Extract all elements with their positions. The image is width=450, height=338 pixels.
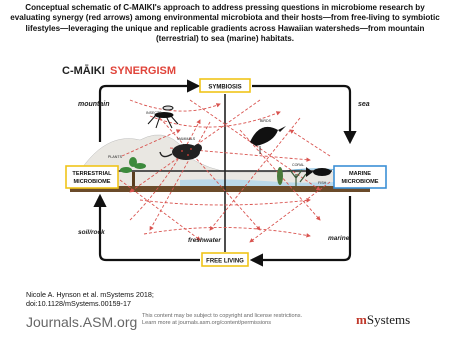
- citation-authors: Nicole A. Hynson et al. mSystems 2018;: [26, 290, 154, 299]
- marine-microbiome-box: [334, 166, 386, 188]
- outer-cycle-arrow-left-bottom: [100, 196, 200, 260]
- label-coral: CORAL: [292, 163, 305, 167]
- terrestrial-box-line2: MICROBIOME: [73, 179, 111, 185]
- copyright-notice: [142, 313, 302, 327]
- label-marine: marine: [328, 235, 350, 242]
- label-soil: soil/rock: [78, 229, 105, 236]
- outer-cycle-arrow-right-bottom: [252, 196, 350, 260]
- terrestrial-box-line1: TERRESTRIAL: [72, 171, 112, 177]
- seaweed-icon: [277, 167, 283, 185]
- synergy-arrow: [130, 100, 220, 111]
- terrestrial-microbiome-box: [66, 166, 118, 188]
- label-mountain: mountain: [78, 101, 110, 108]
- msystems-logo-m: m: [356, 312, 367, 327]
- label-birds: BIRDS: [260, 119, 271, 123]
- copyright-line: This content may be subject to copyright and license restrictions.: [142, 313, 303, 319]
- citation-doi[interactable]: doi:10.1128/mSystems.00159-17: [26, 298, 131, 308]
- symbiosis-box: [200, 79, 250, 92]
- label-insects: INSECTS: [146, 111, 162, 115]
- diagram-title-prefix: C-MĀIKI: [62, 65, 105, 77]
- msystems-logo-text: Systems: [366, 312, 411, 327]
- synergy-arrow: [290, 130, 330, 156]
- label-fish: FISH: [318, 181, 327, 185]
- label-sea: sea: [358, 101, 370, 108]
- label-freshwater: freshwater: [188, 237, 221, 244]
- permissions-link[interactable]: Learn more at journals.asm.org/content/permissions: [142, 320, 272, 327]
- figure-caption: Conceptual schematic of C-MAIKI's approach to address pressing questions in microbiome research by evaluating synergy (red arrows) among environmental microbiota and their hosts—from free-living to symbiotic lifestyles—leveraging the unique and replicable gradients across Hawaiian watersheds—from mountain (terrestrial) to sea (marine) habitats.: [10, 3, 440, 44]
- free-living-box: [202, 253, 248, 266]
- msystems-logo[interactable]: [356, 312, 410, 328]
- journals-asm-logo[interactable]: Journals.ASM.org: [26, 314, 138, 330]
- diagram-title-highlight: SYNERGISM: [110, 65, 177, 77]
- free-living-box-label: FREE LIVING: [206, 258, 244, 265]
- bird-icon: [250, 126, 286, 154]
- marine-box-line1: MARINE: [348, 171, 372, 177]
- synergy-arrow: [144, 227, 310, 236]
- synergism-diagram: [60, 60, 390, 278]
- citation: [26, 291, 154, 308]
- symbiosis-box-label: SYMBIOSIS: [208, 84, 242, 91]
- label-plants: PLANTS: [108, 155, 122, 159]
- label-mammals: MAMMALS: [177, 137, 196, 141]
- marine-box-line2: MICROBIOME: [341, 179, 379, 185]
